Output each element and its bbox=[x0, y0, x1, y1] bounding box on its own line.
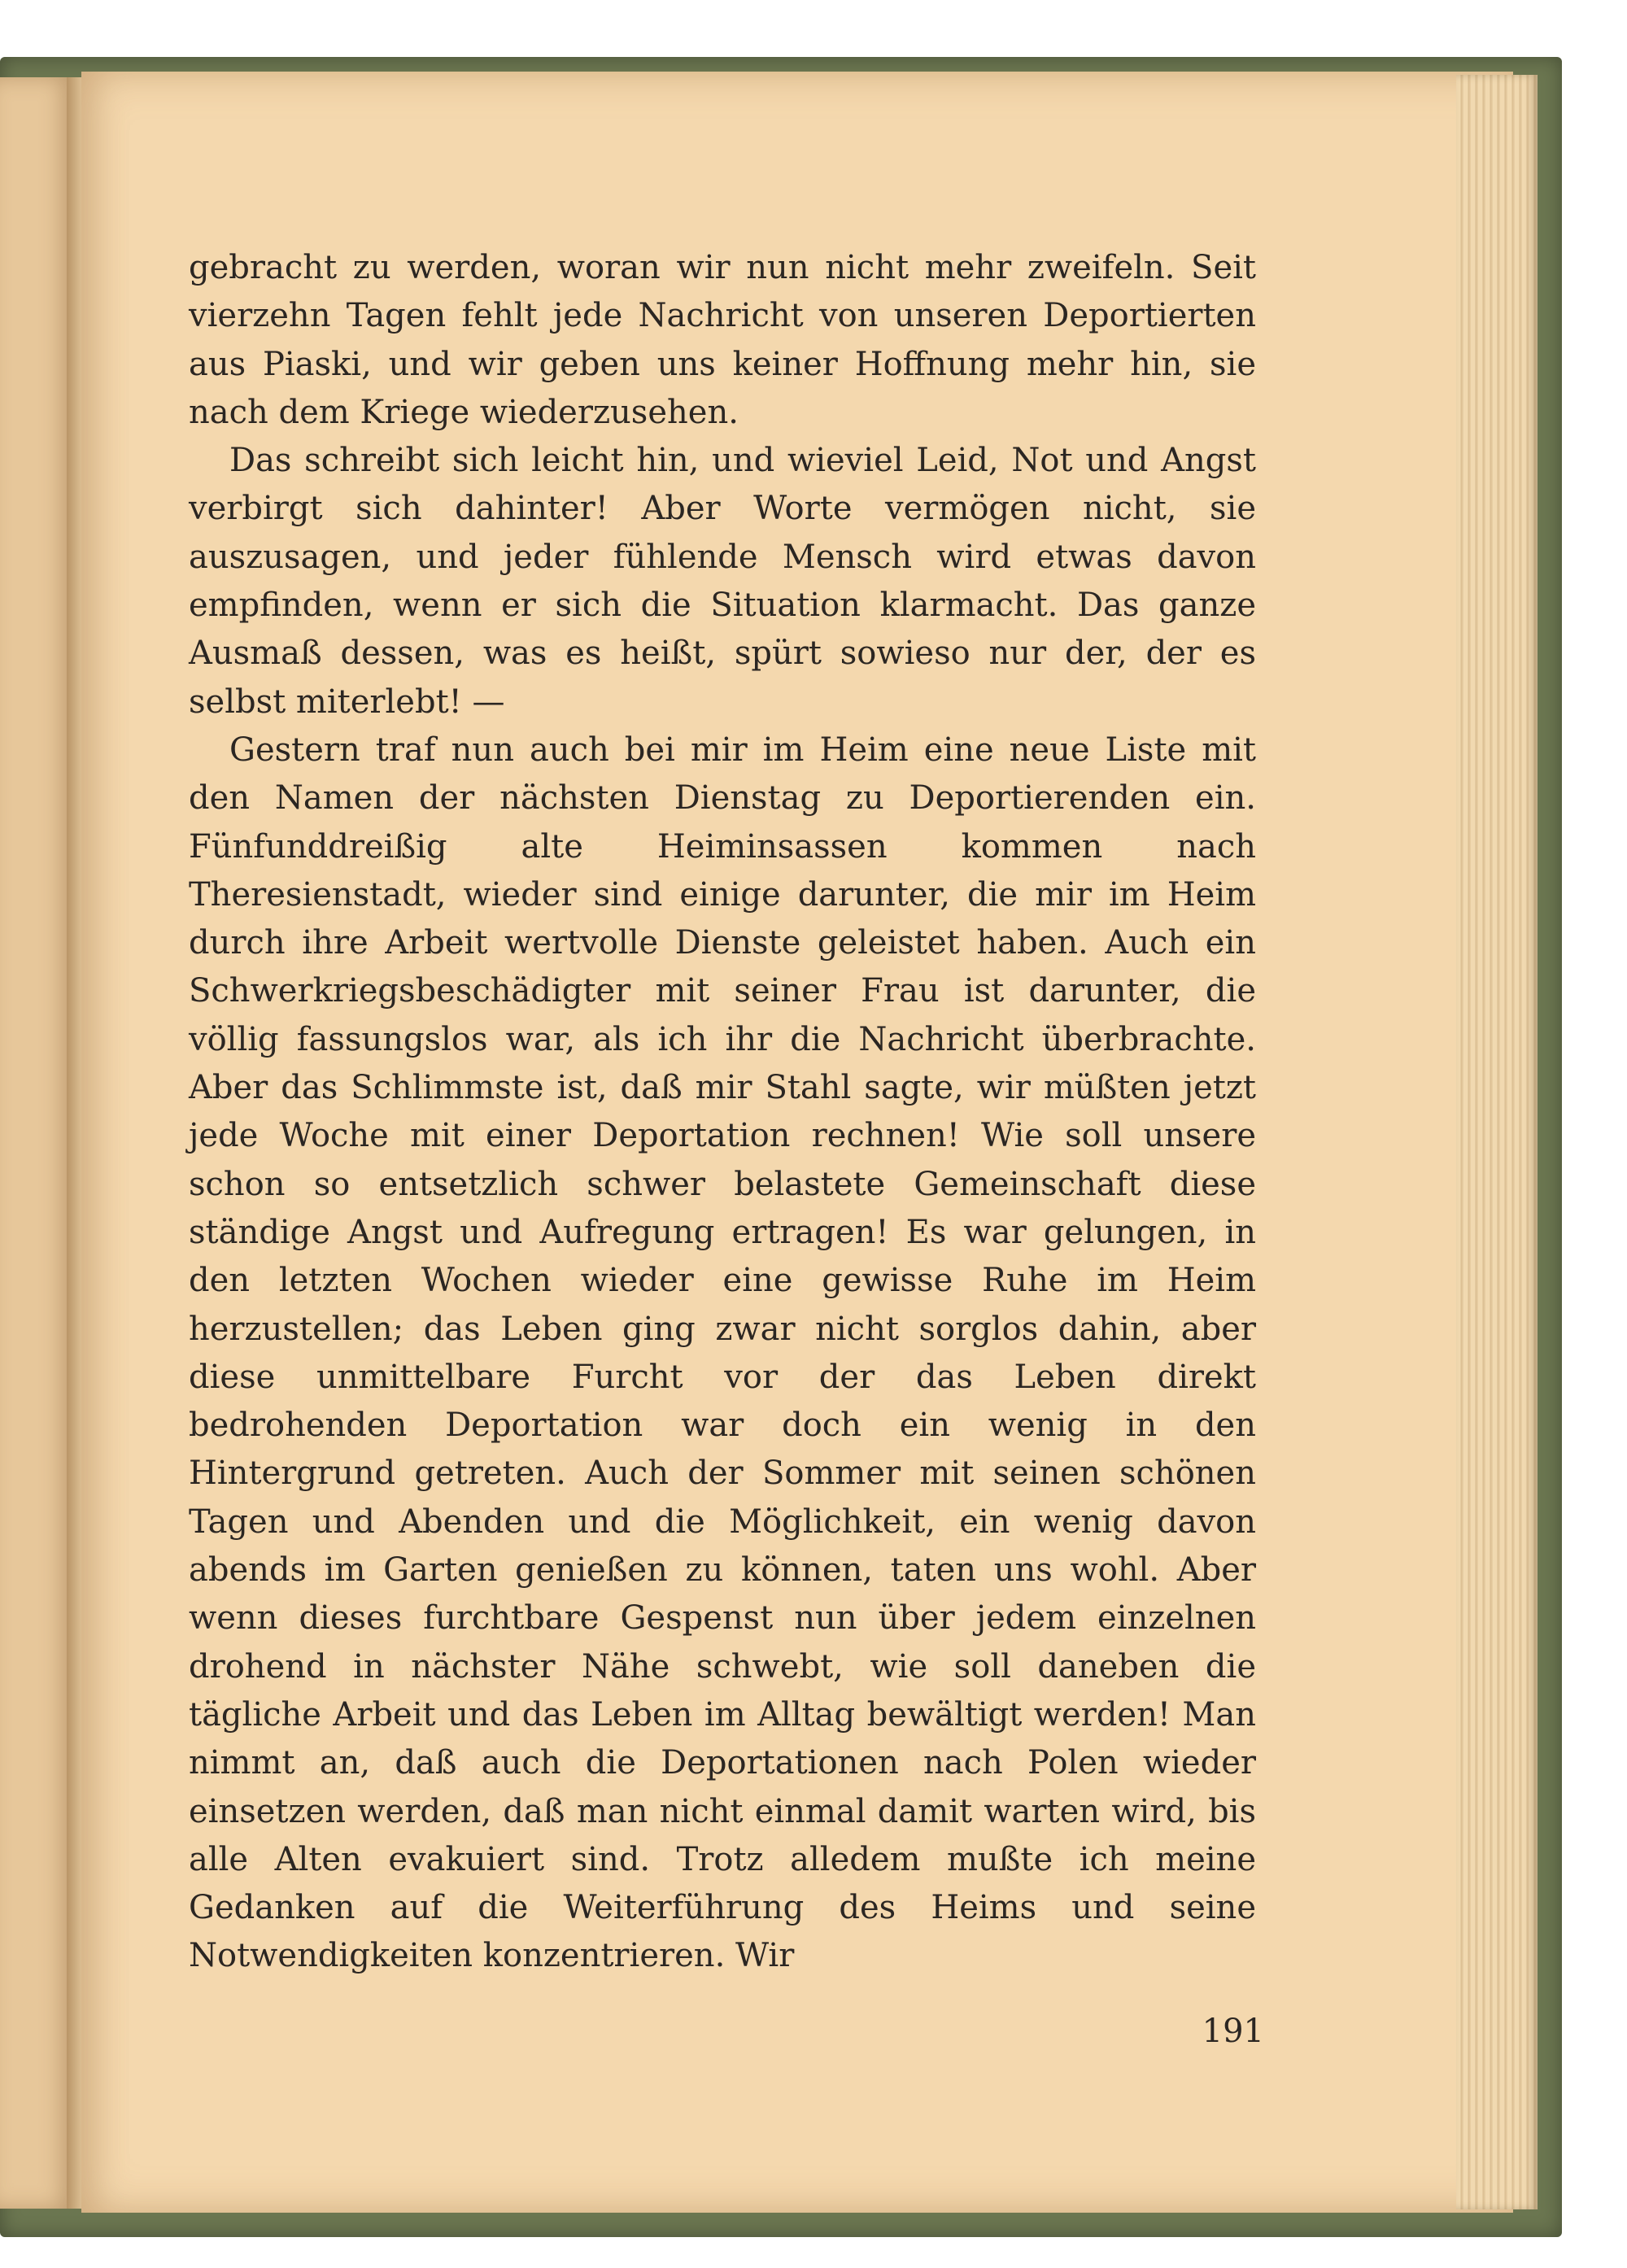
paragraph-1: gebracht zu werden, woran wir nun nicht mehr zweifeln. Seit vierzehn Tagen fehlt jede Nachricht von unseren Deportierten aus Piaski, und wir geben uns keiner Hoffnung mehr hin, sie nach dem Kriege wiederzusehen. bbox=[189, 249, 1256, 431]
body-text bbox=[189, 244, 1256, 1981]
page-number: 191 bbox=[1202, 2013, 1264, 2050]
paragraph-2: Das schreibt sich leicht hin, und wieviel Leid, Not und Angst verbirgt sich dahinter! Aber Worte vermögen nicht, sie auszusagen, und jeder fühlende Mensch wird etwas davon empfinden, wenn er sich die Situation klarmacht. Das ganze Ausmaß dessen, was es heißt, spürt sowieso nur der, der es selbst miterlebt! — bbox=[189, 442, 1256, 721]
page-stack-edge bbox=[1456, 75, 1538, 2209]
paragraph-3: Gestern traf nun auch bei mir im Heim eine neue Liste mit den Namen der nächsten Dienstag zu Deportierenden ein. Fünfunddreißig alte Heiminsassen kommen nach Theresienstadt, wieder sind einige darunter, die mir im Heim durch ihre Arbeit wertvolle Dienste geleistet haben. Auch ein Schwerkriegsbeschädigter mit seiner Frau ist darunter, die völlig fassungslos war, als ich ihr die Nachricht überbrachte. Aber das Schlimmste ist, daß mir Stahl sagte, wir müßten jetzt jede Woche mit einer Deportation rechnen! Wie soll unsere schon so entsetzlich schwer belastete Gemeinschaft diese ständige Angst und Aufregung ertragen! Es war gelungen, in den letzten Wochen wieder eine gewisse Ruhe im Heim herzustellen; das Leben ging zwar nicht sorglos dahin, aber diese unmittelbare Furcht vor der das Leben direkt bedrohenden Deportation war doch ein wenig in den Hintergrund getreten. Auch der Sommer mit seinen schönen Tagen und Abenden und die Möglichkeit, ein wenig davon abends im Garten genießen zu können, taten uns wohl. Aber wenn dieses furchtbare Gespenst nun über jedem einzelnen drohend in nächster Nähe schwebt, wie soll daneben die tägliche Arbeit und das Leben im Alltag bewältigt werden! Man nimmt an, daß auch die Deportationen nach Polen wieder einsetzen werden, daß man nicht einmal damit warten wird, bis alle Alten evakuiert sind. Trotz alledem mußte ich meine Gedanken auf die Weiterführung des Heims und seine Notwendigkeiten konzentrieren. Wir bbox=[189, 731, 1256, 1975]
left-page-edge bbox=[0, 77, 73, 2209]
